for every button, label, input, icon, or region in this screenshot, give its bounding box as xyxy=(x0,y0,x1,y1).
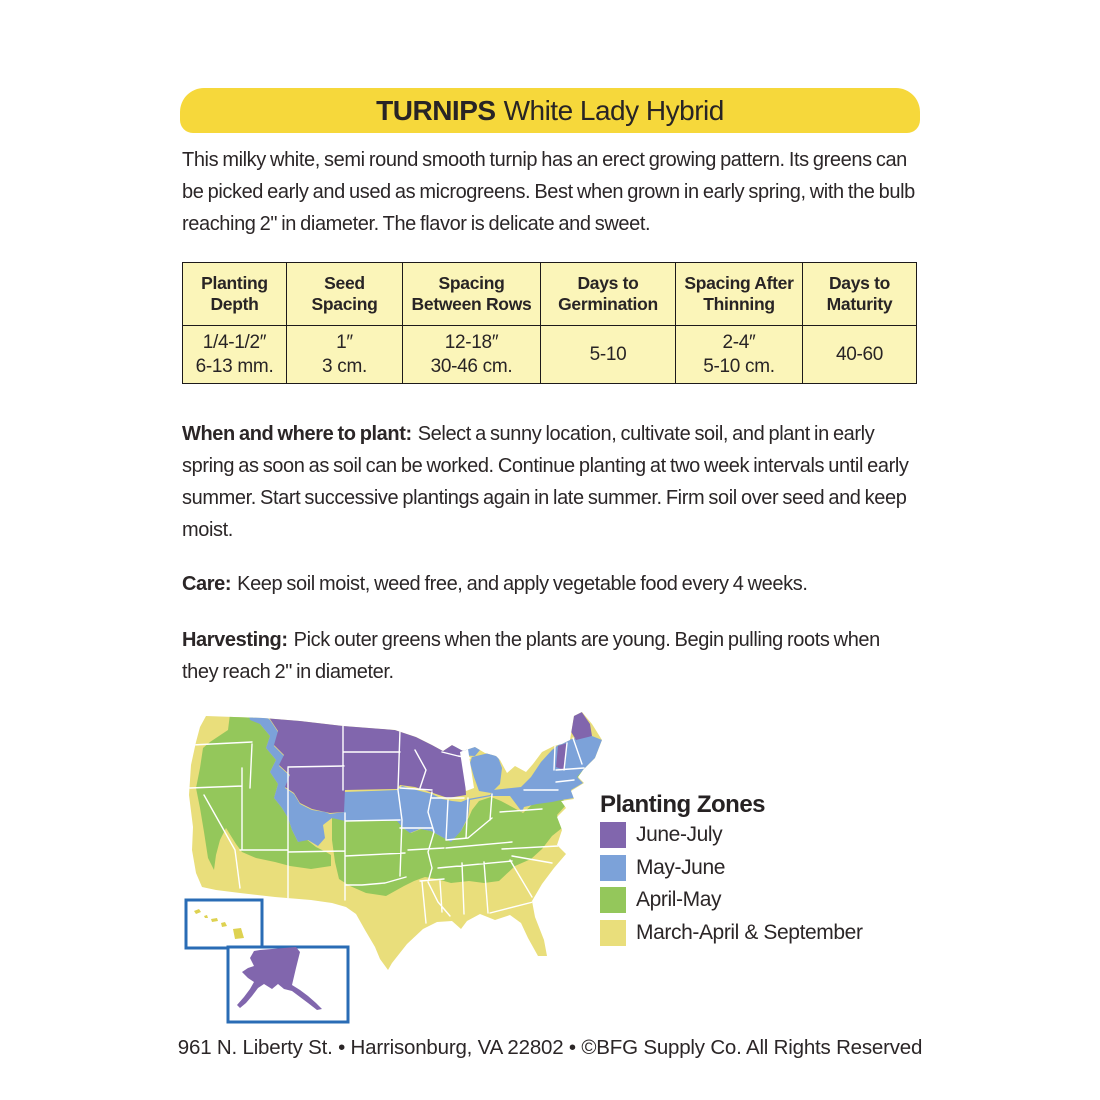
may-june-swatch xyxy=(600,855,626,881)
legend-title: Planting Zones xyxy=(600,791,766,818)
variety-name-regular: White Lady Hybrid xyxy=(503,94,724,126)
map-svg xyxy=(180,700,620,1030)
legend-item-may-june xyxy=(600,852,900,885)
care-text: Keep soil moist, weed free, and apply vegetable food every 4 weeks. xyxy=(237,573,808,595)
address-copyright-line: 961 N. Liberty St. • Harrisonburg, VA 22802 • ©BFG Supply Co. All Rights Reserved xyxy=(177,1036,923,1059)
hawaii-inset xyxy=(186,900,262,948)
value-planting-depth: 1/4-1/2″ 6-13 mm. xyxy=(183,326,287,384)
us-planting-zones-map xyxy=(180,700,620,1030)
description-paragraph: This milky white, semi round smooth turnip has an erect growing pattern. Its greens can be picked early and used as microgreens. Best when grown in early spring, with the bulb reaching 2" in diameter. The flavor is delicate and sweet. xyxy=(182,149,915,235)
variety-name-bold: TURNIPS xyxy=(376,94,496,126)
table-header-row xyxy=(183,263,917,326)
when-where-label: When and where to plant: xyxy=(182,423,412,445)
planting-zones-legend xyxy=(600,791,900,949)
value-spacing-after-thinning: 2-4″ 5-10 cm. xyxy=(676,326,803,384)
legend-item-april-may xyxy=(600,884,900,917)
col-header-spacing-between-rows: Spacing Between Rows xyxy=(403,263,541,326)
value-days-to-germination: 5-10 xyxy=(541,326,676,384)
col-header-planting-depth: Planting Depth xyxy=(183,263,287,326)
harvesting-label: Harvesting: xyxy=(182,629,288,651)
value-spacing-between-rows: 12-18″ 30-46 cm. xyxy=(403,326,541,384)
march-april-september-swatch xyxy=(600,920,626,946)
legend-label: May-June xyxy=(636,855,726,879)
care-paragraph xyxy=(182,568,920,600)
col-header-days-to-germination: Days to Germination xyxy=(541,263,676,326)
value-seed-spacing: 1″ 3 cm. xyxy=(287,326,403,384)
legend-item-march-april-september xyxy=(600,917,900,950)
legend-label: March-April & September xyxy=(636,920,863,944)
legend-label: June-July xyxy=(636,823,723,847)
care-label: Care: xyxy=(182,573,232,595)
col-header-spacing-after-thinning: Spacing After Thinning xyxy=(676,263,803,326)
alaska-inset xyxy=(228,947,348,1022)
april-may-swatch xyxy=(600,887,626,913)
planting-spec-table xyxy=(182,262,917,384)
when-where-text: Select a sunny location, cultivate soil, and plant in early spring as soon as soil can be worked. Continue planting at two week intervals until early summer. Start successive plantings again in late summer. Firm soil over seed and keep moist. xyxy=(182,423,909,541)
col-header-days-to-maturity: Days to Maturity xyxy=(803,263,917,326)
col-header-seed-spacing: Seed Spacing xyxy=(287,263,403,326)
legend-label: April-May xyxy=(636,888,722,912)
harvesting-text: Pick outer greens when the plants are young. Begin pulling roots when they reach 2" in diameter. xyxy=(182,629,880,683)
title-banner xyxy=(180,88,920,133)
when-where-paragraph xyxy=(182,418,920,546)
table-value-row xyxy=(183,326,917,384)
harvesting-paragraph xyxy=(182,624,920,688)
value-days-to-maturity: 40-60 xyxy=(803,326,917,384)
june-july-swatch xyxy=(600,822,626,848)
legend-item-june-july xyxy=(600,819,900,852)
